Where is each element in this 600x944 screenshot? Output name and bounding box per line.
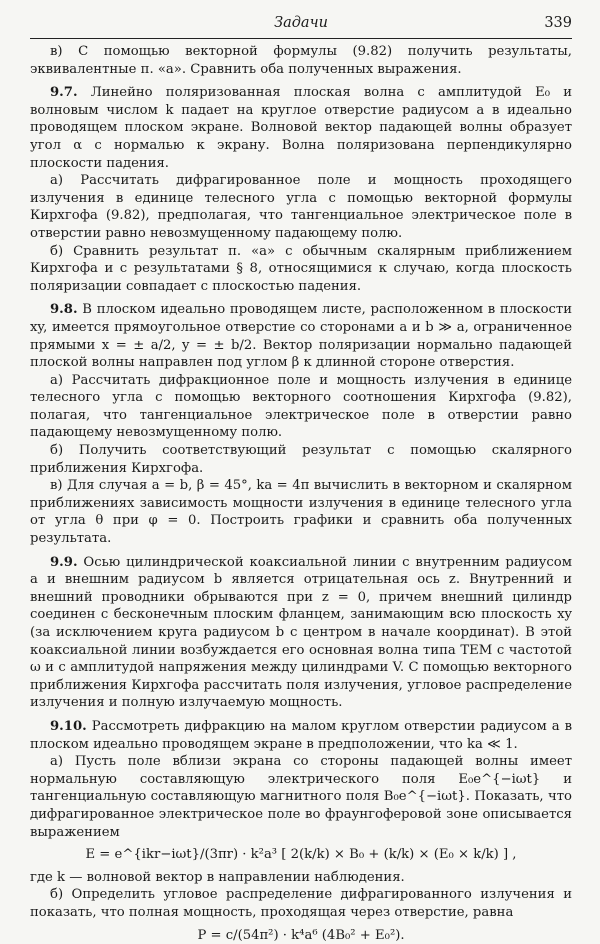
formula-total-power: P = c/(54π²) · k⁴a⁶ (4B₀² + E₀²). <box>30 927 572 944</box>
problem-text: Линейно поляризованная плоская волна с амплитудой E₀ и волновым числом k падает на круглое отверстие радиусом a в идеально проводящем плоском экране. Волновой вектор падающей волны образует угол α с нормалью к экрану. Волна поляризована перпендикулярно плоскости падения. <box>30 85 572 170</box>
problem-9-8-a: а) Рассчитать дифракционное поле и мощность излучения в единице телесного угла с помощью векторного соотношения Кирхгофа (9.82), полагая, что тангенциальное электрическое поле в отверстии равно падающему невозмущенному полю. <box>30 372 572 442</box>
problem-9-8-v: в) Для случая a = b, β = 45°, ka = 4π вычислить в векторном и скалярном приближениях зависимость мощности излучения в единице телесного угла от угла θ при φ = 0. Построить графики и сравнить оба полученных результата. <box>30 477 572 547</box>
problem-text: Рассмотреть дифракцию на малом круглом отверстии радиусом a в плоском идеально проводящем экране в предположении, что ka ≪ 1. <box>30 719 572 752</box>
problem-9-10-b: б) Определить угловое распределение дифрагированного излучения и показать, что полная мощность, проходящая через отверстие, равна <box>30 886 572 921</box>
problem-text: В плоском идеально проводящем листе, расположенном в плоскости xy, имеется прямоугольное отверстие со сторонами a и b ≫ a, ограниченное прямыми x = ± a/2, y = ± b/2. Вектор поляризации нормально падающей плоской волны направлен под углом β к длинной стороне отверстия. <box>30 302 572 370</box>
problem-number: 9.9. <box>50 555 78 570</box>
problem-9-7-a: а) Рассчитать дифрагированное поле и мощность проходящего излучения в единице телесного угла с помощью векторной формулы Кирхгофа (9.82), предполагая, что тангенциальное электрическое поле в отверстии равно невозмущенному падающему полю. <box>30 172 572 242</box>
problem-9-10-a: а) Пусть поле вблизи экрана со стороны падающей волны имеет нормальную составляющую электрического поля E₀e^{−iωt} и тангенциальную составляющую магнитного поля B₀e^{−iωt}. Показать, что дифрагированное электрическое поле во фраунгоферовой зоне описывается выражением <box>30 753 572 841</box>
header-title: Задачи <box>30 15 572 33</box>
running-header <box>30 12 572 39</box>
problem-9-7 <box>30 84 572 172</box>
paragraph-v: в) С помощью векторной формулы (9.82) получить результаты, эквивалентные п. «а». Сравнить оба полученных выражения. <box>30 43 572 78</box>
where-clause: где k — волновой вектор в направлении наблюдения. <box>30 869 572 887</box>
problem-9-9 <box>30 554 572 712</box>
formula-diffracted-field: E = e^{ikr−iωt}/(3πr) · k²a³ [ 2(k/k) × B₀ + (k/k) × (E₀ × k/k) ] , <box>30 846 572 864</box>
problem-9-10 <box>30 718 572 753</box>
problem-number: 9.7. <box>50 85 78 100</box>
problem-9-8 <box>30 301 572 371</box>
page-number: 339 <box>544 15 572 33</box>
problem-number: 9.10. <box>50 719 87 734</box>
problem-text: Осью цилиндрической коаксиальной линии с внутренним радиусом a и внешним радиусом b является отрицательная ось z. Внутренний и внешний проводники обрываются при z = 0, причем внешний цилиндр соединен с бесконечным плоским фланцем, занимающим всю плоскость xy (за исключением круга радиусом b с центром в начале координат). В этой коаксиальной линии возбуждается его основная волна типа ТЕМ с частотой ω и с амплитудой напряжения между цилиндрами V. С помощью векторного приближения Кирхгофа рассчитать поля излучения, угловое распределение излучения и полную излучаемую мощность. <box>30 555 572 711</box>
problem-9-7-b: б) Сравнить результат п. «а» с обычным скалярным приближением Кирхгофа и с результатами § 8, относящимися к случаю, когда плоскость поляризации совпадает с плоскостью падения. <box>30 243 572 296</box>
problem-9-8-b: б) Получить соответствующий результат с помощью скалярного приближения Кирхгофа. <box>30 442 572 477</box>
problem-number: 9.8. <box>50 302 78 317</box>
